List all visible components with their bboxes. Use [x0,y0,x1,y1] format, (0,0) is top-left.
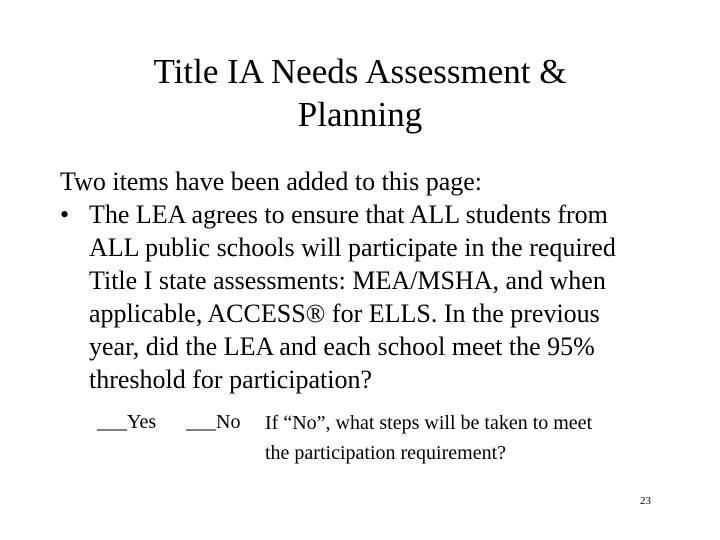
slide-title [0,50,720,136]
page-number: 23 [640,495,651,507]
intro-line: Two items have been added to this page: [60,167,483,196]
yes-option: ___Yes [97,411,157,433]
bullet-marker: • [60,200,70,229]
followup-question: If “No”, what steps will be taken to meet the participation requirement? [265,412,593,464]
slide-title-text: Title IA Needs Assessment & Planning [153,52,567,134]
bullet-text: The LEA agrees to ensure that ALL students from ALL public schools will participate in the required Title I state assessments: MEA/MSHA, and when applicable, ACCESS® for ELLS. In the previous year, did the LEA and each school meet the 95% threshold for participation? [89,200,616,394]
no-option: ___No [186,411,241,433]
